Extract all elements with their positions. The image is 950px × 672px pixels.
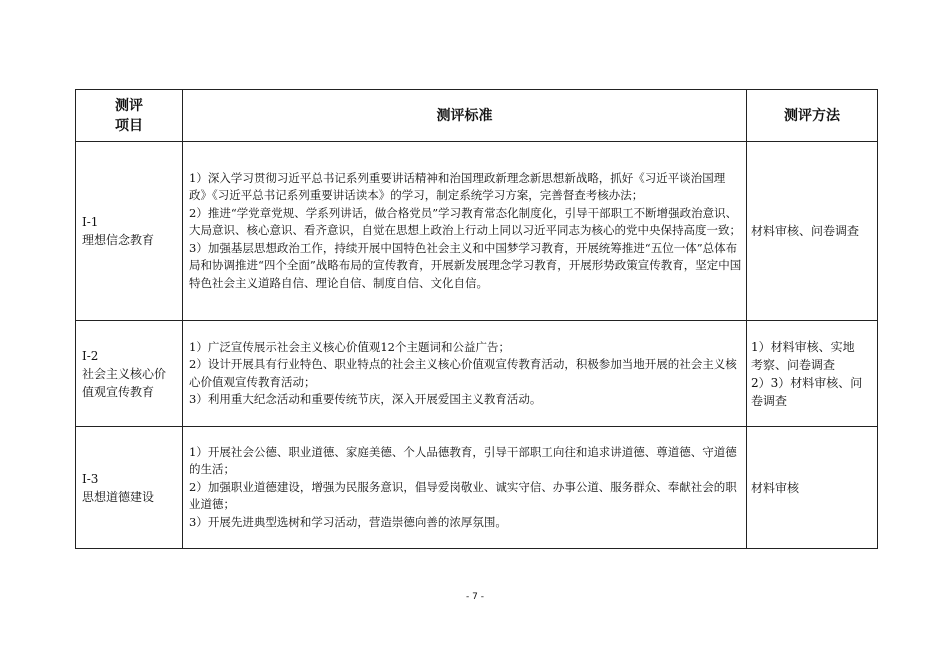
standard-item: 2）设计开展具有行业特色、职业特点的社会主义核心价值观宣传教育活动，积极参加当地开展的社会主义核心价值观宣传教育活动； xyxy=(189,357,737,389)
item-code: Ⅰ-3 xyxy=(82,471,99,486)
method-text-line: 2）3）材料审核、问 xyxy=(751,375,863,390)
method-cell xyxy=(747,142,878,321)
method-text-line: 1）材料审核、实地 xyxy=(751,339,855,354)
method-text-line: 考察、问卷调查 xyxy=(751,357,836,372)
header-item-line2: 项目 xyxy=(115,117,143,134)
standard-item: 3）开展先进典型选树和学习活动，营造崇德向善的浓厚氛围。 xyxy=(189,514,507,529)
standard-item: 2）加强职业道德建设，增强为民服务意识，倡导爱岗敬业、诚实守信、办事公道、服务群众、奉献社会的职业道德； xyxy=(189,479,737,512)
item-code: Ⅰ-2 xyxy=(82,348,99,363)
table-row xyxy=(76,427,878,549)
item-code: Ⅰ-1 xyxy=(82,215,99,229)
method-cell xyxy=(747,321,878,427)
standard-cell xyxy=(183,321,747,427)
standard-item: 1）开展社会公德、职业道德、家庭美德、个人品德教育，引导干部职工向往和追求讲道德、尊道德、守道德的生活； xyxy=(189,444,737,477)
page-number: - 7 - xyxy=(466,592,484,602)
evaluation-table xyxy=(75,89,878,549)
standard-item: 1）深入学习贯彻习近平总书记系列重要讲话精神和治国理政新理念新思想新战略，抓好《习近平谈治国理政》《习近平总书记系列重要讲话读本》的学习，制定系统学习方案，完善督查考核办法； xyxy=(189,170,726,203)
table-row xyxy=(76,142,878,321)
item-name-line: 值观宣传教育 xyxy=(82,384,155,399)
item-cell xyxy=(76,142,183,321)
method-text-line: 卷调查 xyxy=(751,393,788,408)
header-row xyxy=(76,90,878,142)
standard-item: 3）加强基层思想政治工作，持续开展中国特色社会主义和中国梦学习教育，开展统筹推进“五位一体”总体布局和协调推进“四个全面”战略布局的宣传教育，开展新发展理念学习教育，开展形势政策宣传教育，坚定中国特色社会主义道路自信、理论自信、制度自信、文化自信。 xyxy=(189,240,742,290)
standard-item: 3）利用重大纪念活动和重要传统节庆，深入开展爱国主义教育活动。 xyxy=(189,392,542,406)
header-method: 测评方法 xyxy=(747,90,878,142)
header-item xyxy=(76,90,183,142)
item-name: 思想道德建设 xyxy=(82,489,155,504)
item-cell xyxy=(76,427,183,549)
method-text: 材料审核 xyxy=(751,480,800,495)
method-text: 材料审核、问卷调查 xyxy=(751,224,860,238)
table-row xyxy=(76,321,878,427)
standard-cell xyxy=(183,427,747,549)
header-item-line1: 测评 xyxy=(115,97,143,114)
item-cell xyxy=(76,321,183,427)
item-name: 理想信念教育 xyxy=(82,233,155,247)
standard-item: 1）广泛宣传展示社会主义核心价值观12个主题词和公益广告； xyxy=(189,339,510,354)
item-name-line: 社会主义核心价 xyxy=(82,366,167,381)
standard-item: 2）推进“学党章党规、学系列讲话，做合格党员”学习教育常态化制度化，引导干部职工不断增强政治意识、大局意识、核心意识、看齐意识，自觉在思想上政治上行动上同以习近平同志为核心的党中央保持高度一致； xyxy=(189,205,741,238)
method-cell xyxy=(747,427,878,549)
standard-cell xyxy=(183,142,747,321)
header-standard: 测评标准 xyxy=(183,90,747,142)
